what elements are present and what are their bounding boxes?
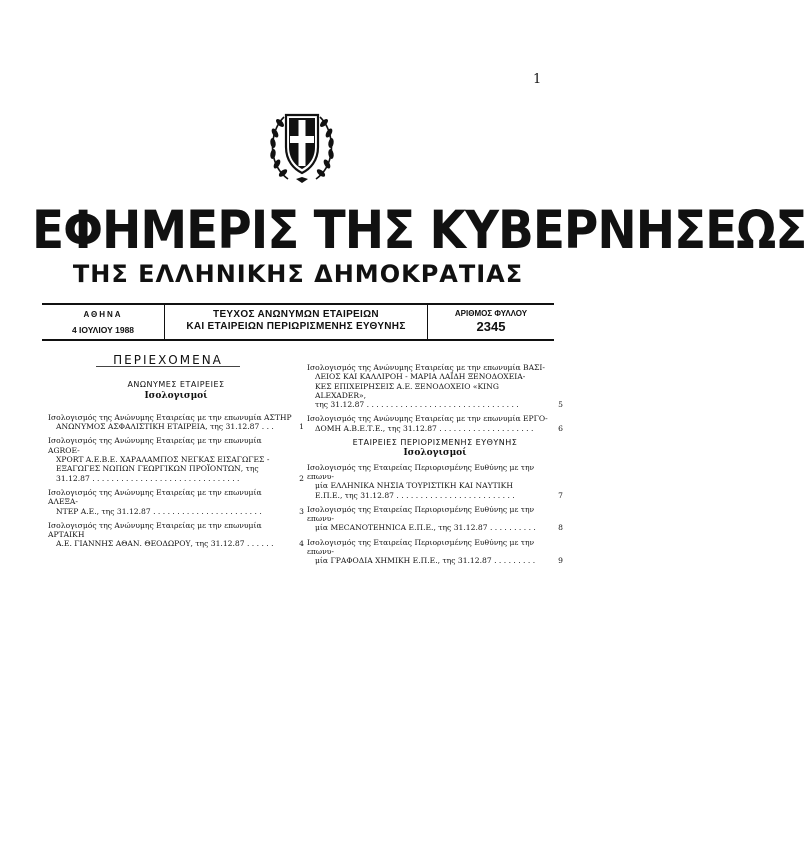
entry-line: Α.Ε. ΓΙΑΝΝΗΣ ΑΘΑΝ. ΘΕΟΔΩΡΟΥ, της 31.12.87 . . . . . .	[56, 539, 274, 549]
issue-series	[165, 305, 428, 339]
entry-page-number: 2	[299, 473, 304, 483]
issue-number-label: ΑΡΙΘΜΟΣ ΦΥΛΛΟΥ	[454, 309, 528, 318]
entry-line: ΚΕΣ ΕΠΙΧΕΙΡΗΣΕΙΣ Α.Ε. ΞΕΝΟΔΟΧΕΙΟ «KING ALEXADER»,	[315, 381, 499, 400]
series-line-1: ΤΕΥΧΟΣ ΑΝΩΝΥΜΩΝ ΕΤΑΙΡΕΙΩΝ	[213, 309, 379, 320]
contents-entry[interactable]	[307, 463, 563, 500]
entry-page-number: 1	[299, 422, 304, 432]
issue-place-date	[42, 305, 165, 339]
entry-line: ΛΕΙΟΣ ΚΑΙ ΚΑΛΛΙΡΟΗ - ΜΑΡΙΑ ΛΑΪΔΗ ΞΕΝΟΔΟΧΕΙΑ-	[315, 372, 526, 382]
contents-entry[interactable]	[48, 413, 304, 432]
entry-line: Ε.Π.Ε., της 31.12.87 . . . . . . . . . . . . . . . . . . . . . . . . .	[315, 490, 515, 500]
page-number: 1	[533, 72, 542, 87]
contents-entry[interactable]	[48, 436, 304, 482]
issue-number-cell	[428, 305, 554, 339]
contents-entry[interactable]	[48, 521, 304, 549]
entry-line: μία ΓΡΑΦΟΔΙΑ ΧΗΜΙΚΗ Ε.Π.Ε., της 31.12.87 . . . . . . . . .	[315, 556, 536, 566]
entry-line: ΑΝΩΝΥΜΟΣ ΑΣΦΑΛΙΣΤΙΚΗ ΕΤΑΙΡΕΙΑ, της 31.12.87 . . .	[56, 422, 274, 432]
entry-line: της 31.12.87 . . . . . . . . . . . . . . . . . . . . . . . . . . . . . . . .	[315, 400, 519, 410]
issue-info-bar	[42, 303, 554, 341]
entry-page-number: 9	[558, 556, 563, 566]
contents-entry[interactable]	[307, 414, 563, 433]
contents-right-column	[307, 363, 563, 571]
entry-line: Ισολογισμός της Ανώνυμης Εταιρείας με την επωνυμία AGROE-	[48, 436, 262, 455]
contents-entry[interactable]	[307, 363, 563, 409]
subsection-heading-balance-sheets: Ισολογισμοί	[144, 390, 208, 401]
entry-line: Ισολογισμός της Εταιρείας Περιορισμένης Ευθύνης με την επωνυ-	[307, 462, 535, 481]
entry-page-number: 3	[299, 506, 304, 516]
section-heading-sa: ΑΝΩΝΥΜΕΣ ΕΤΑΙΡΕΙΕΣ	[127, 380, 225, 390]
contents-heading: ΠΕΡΙΕΧΟΜΕΝΑ	[96, 356, 240, 367]
entry-page-number: 7	[558, 490, 563, 500]
entry-line: Ισολογισμός της Ανώνυμης Εταιρείας με την επωνυμία ΒΑΣΙ-	[307, 363, 545, 372]
entry-line: ΕΞΑΓΩΓΕΣ ΝΩΠΩΝ ΓΕΩΡΓΙΚΩΝ ΠΡΟΪΟΝΤΩΝ, της 31.12.87 . . . . . . . . . . . . . . . . . . . . . . . . . . . . . . .	[56, 464, 259, 483]
contents-entry[interactable]	[48, 488, 304, 516]
entry-line: Ισολογισμός της Εταιρείας Περιορισμένης Ευθύνης με την επωνυ-	[307, 537, 535, 557]
gazette-subtitle: ΤΗΣ ΕΛΛΗΝΙΚΗΣ ΔΗΜΟΚΡΑΤΙΑΣ	[72, 260, 524, 288]
contents-entry[interactable]	[307, 505, 563, 533]
entry-line: μία ΕΛΛΗΝΙΚΑ ΝΗΣΙΑ ΤΟΥΡΙΣΤΙΚΗ ΚΑΙ ΝΑΥΤΙΚΗ	[315, 481, 513, 491]
issue-place: ΑΘΗΝΑ	[83, 310, 123, 319]
subsection-heading-balance-sheets: Ισολογισμοί	[403, 448, 467, 459]
entry-page-number: 8	[558, 523, 563, 533]
greek-coat-of-arms-emblem	[268, 107, 336, 185]
section-heading-ltd: ΕΤΑΙΡΕΙΕΣ ΠΕΡΙΟΡΙΣΜΕΝΗΣ ΕΥΘΥΝΗΣ	[352, 438, 518, 448]
issue-number: 2345	[476, 319, 506, 334]
gazette-title: ΕΦΗΜΕΡΙΣ ΤΗΣ ΚΥΒΕΡΝΗΣΕΩΣ	[32, 199, 806, 262]
entry-line: Ισολογισμός της Εταιρείας Περιορισμένης Ευθύνης με την επωνυ-	[307, 504, 535, 524]
entry-line: Ισολογισμός της Ανώνυμης Εταιρείας με την επωνυμία ΑΛΕΞΑ-	[48, 487, 262, 507]
entry-page-number: 6	[558, 423, 563, 433]
contents-left-column	[48, 353, 304, 554]
issue-date: 4 ΙΟΥΛΙΟΥ 1988	[71, 325, 135, 335]
entry-page-number: 5	[558, 400, 563, 410]
entry-line: ΝΤΕΡ Α.Ε., της 31.12.87 . . . . . . . . . . . . . . . . . . . . . . .	[56, 506, 262, 516]
contents-entry[interactable]	[307, 538, 563, 566]
entry-line: Ισολογισμός της Ανώνυμης Εταιρείας με την επωνυμία ΑΣΤΗΡ	[48, 412, 292, 422]
entry-line: Ισολογισμός της Ανώνυμης Εταιρείας με την επωνυμία ΑΡΤΑΙΚΗ	[48, 520, 262, 540]
entry-line: Ισολογισμός της Ανώνυμης Εταιρείας με την επωνυμία ΕΡΓΟ-	[307, 414, 548, 424]
series-line-2: ΚΑΙ ΕΤΑΙΡΕΙΩΝ ΠΕΡΙΩΡΙΣΜΕΝΗΣ ΕΥΘΥΝΗΣ	[186, 321, 406, 332]
entry-line: ΔΟΜΗ Α.Β.Ε.Τ.Ε., της 31.12.87 . . . . . . . . . . . . . . . . . . . .	[315, 423, 534, 433]
entry-page-number: 4	[299, 539, 304, 549]
entry-line: μία MECANOTEHNICA Ε.Π.Ε., της 31.12.87 . . . . . . . . . .	[315, 523, 536, 533]
entry-line: XPORT Α.Ε.Β.Ε. ΧΑΡΑΛΑΜΠΟΣ ΝΕΓΚΑΣ ΕΙΣΑΓΩΓΕΣ -	[56, 455, 270, 465]
